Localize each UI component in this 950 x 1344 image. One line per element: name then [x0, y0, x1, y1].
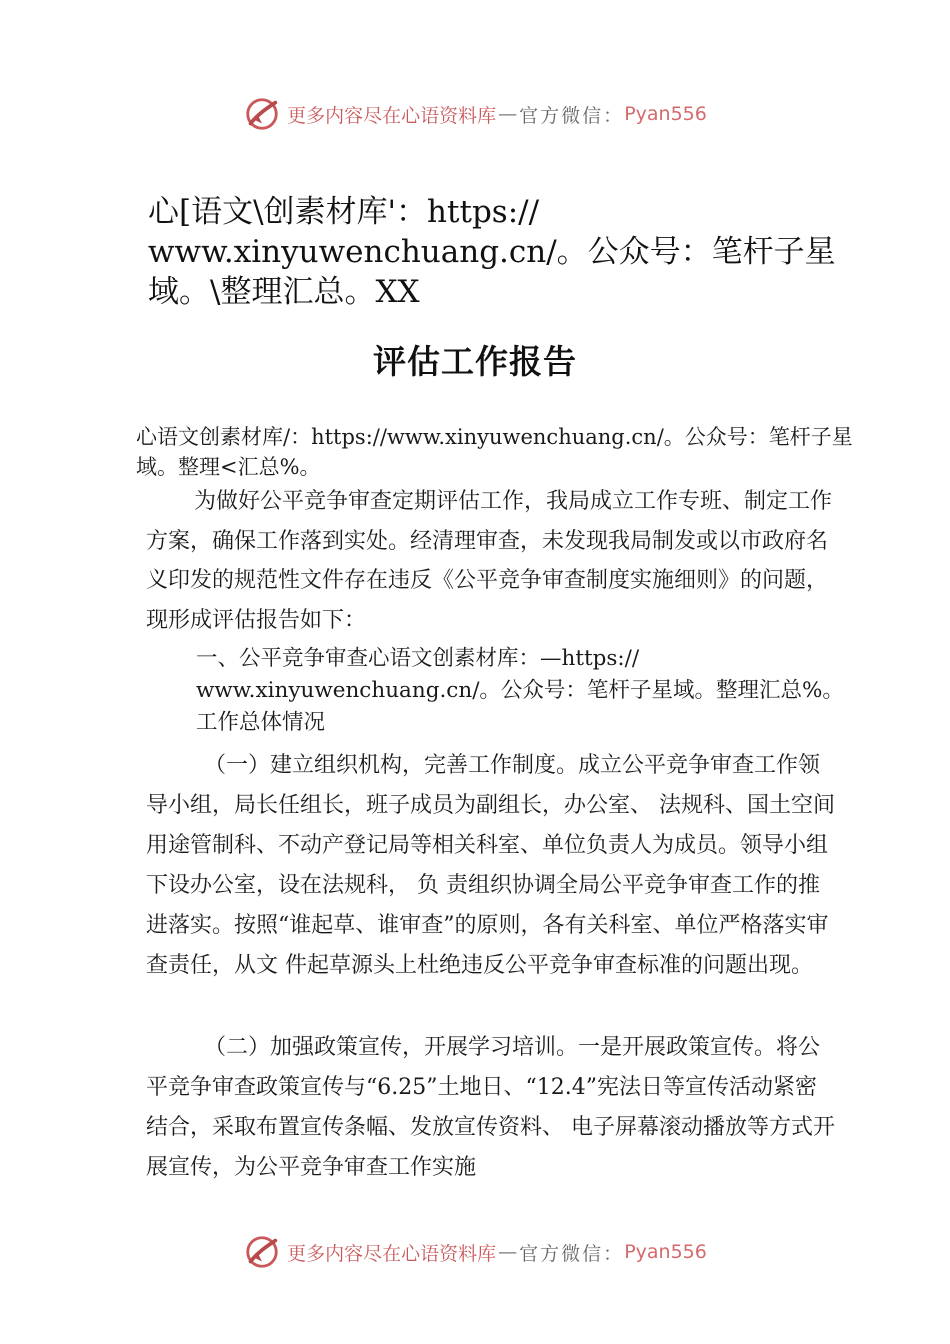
banner-wechat-id: Pyan556 — [624, 1241, 707, 1263]
subsection-1-paragraph: （一）建立组织机构，完善工作制度。成立公平竞争审查工作领导小组，局长任组长，班子成员为副组长，办公室、 法规科、国土空间用途管制科、不动产登记局等相关科室、单位负责人为成员。领导小组下设办公室，设在法规科， 负 责组织协调全局公平竞争审查工作的推进落实。按照“谁起草、谁审查”的原则，各有关科室、单位严格落实审查责任，从文 件起草源头上杜绝违反公平竞争审查标准的问题出现。 — [146, 753, 835, 978]
banner-wechat-label: 官方微信： — [519, 1242, 625, 1265]
source-note-paragraph: 心语文创素材库/：https://www.xinyuwenchuang.cn/。公众号：笔杆子星域。整理<汇总%。 — [136, 425, 853, 479]
banner-main-text: 更多内容尽在心语资料库 — [287, 1242, 497, 1265]
banner-wechat-id: Pyan556 — [624, 103, 707, 125]
banner-wechat-label: 官方微信： — [519, 104, 625, 127]
banner-separator: — — [498, 1241, 518, 1263]
header-watermark-banner — [0, 94, 950, 134]
brush-logo-icon — [243, 1233, 281, 1271]
document-title: 评估工作报告 — [373, 342, 577, 381]
footer-watermark-banner — [0, 1232, 950, 1272]
banner-separator: — — [498, 103, 518, 125]
brush-logo-icon — [243, 95, 281, 133]
header-heading: 心[语文\创素材库'：https:// www.xinyuwenchuang.cn/。公众号：笔杆子星域。\整理汇总。XX — [148, 194, 836, 310]
subsection-2-paragraph: （二）加强政策宣传，开展学习培训。一是开展政策宣传。将公平竞争审查政策宣传与“6.25”土地日、“12.4”宪法日等宣传活动紧密结合，采取布置宣传条幅、发放宣传资料、 电子屏幕滚动播放等方式开展宣传，为公平竞争审查工作实施 — [146, 1035, 835, 1180]
banner-main-text: 更多内容尽在心语资料库 — [287, 104, 497, 127]
section-1-heading: 一、公平竞争审查心语文创素材库：—https:// www.xinyuwenchuang.cn/。公众号：笔杆子星域。整理汇总%。工作总体情况 — [196, 646, 844, 735]
intro-paragraph: 为做好公平竞争审查定期评估工作，我局成立工作专班、制定工作方案，确保工作落到实处。经清理审查，未发现我局制发或以市政府名义印发的规范性文件存在违反《公平竞争审查制度实施细则》的问题，现形成评估报告如下： — [146, 489, 833, 633]
